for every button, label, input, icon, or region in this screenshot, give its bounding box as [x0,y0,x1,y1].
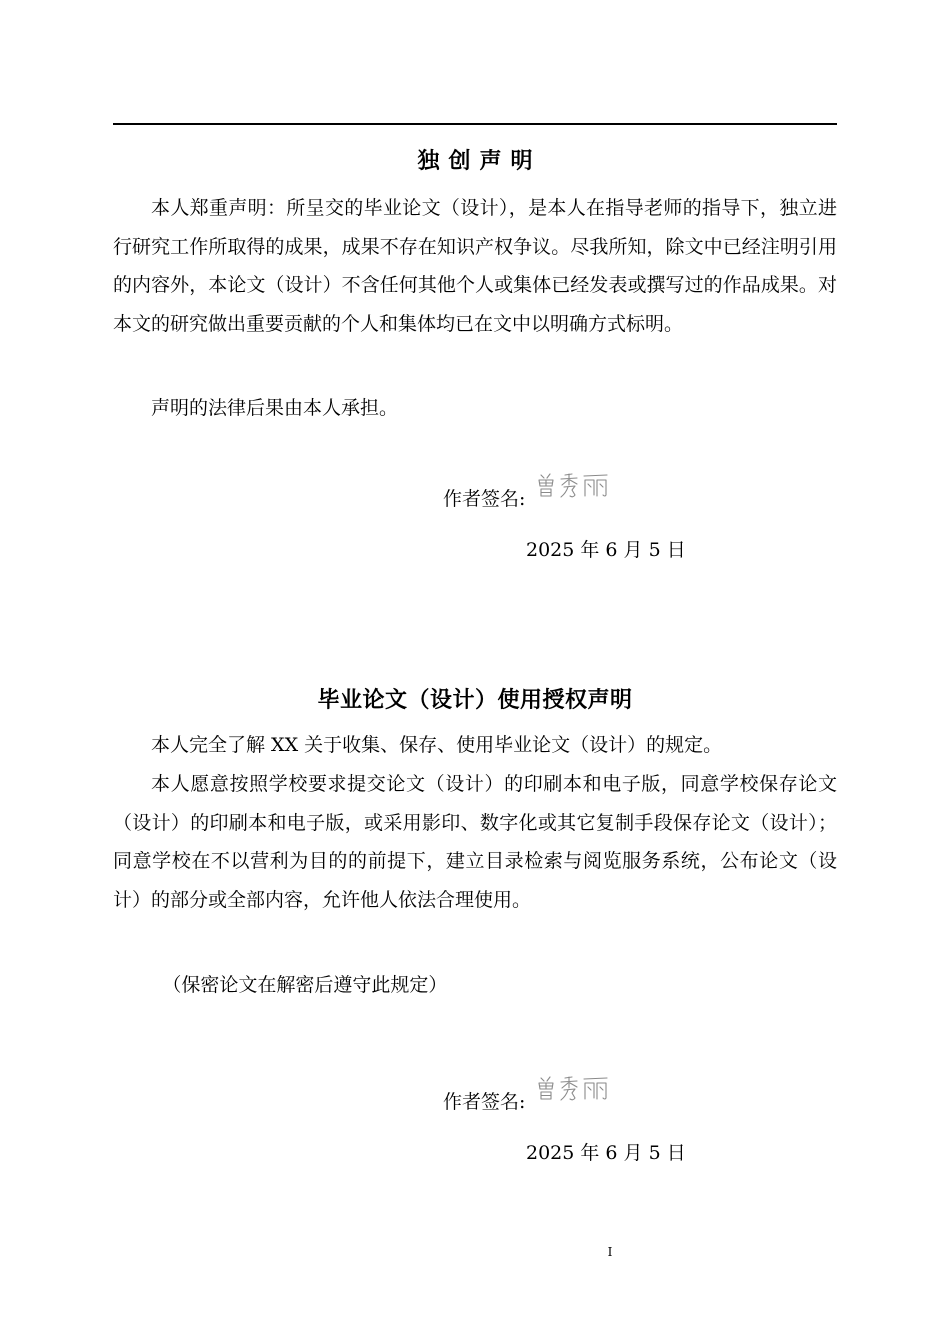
authorization-paragraph-2: 本人愿意按照学校要求提交论文（设计）的印刷本和电子版，同意学校保存论文（设计）的印刷本和电子版，或采用影印、数字化或其它复制手段保存论文（设计）；同意学校在不以营利为目的的前提下，建立目录检索与阅览服务系统，公布论文（设计）的部分或全部内容，允许他人依法合理使用。 [113,773,837,911]
declaration-paragraph-2: 声明的法律后果由本人承担。 [151,397,399,419]
declaration-handwritten-signature [535,471,613,501]
page-number: I [607,1245,613,1259]
authorization-date: 2025 年 6 月 5 日 [526,1142,686,1164]
declaration-title: 独创声明 [417,149,542,174]
header-rule [113,123,837,125]
authorization-paragraph-3: （保密论文在解密后遵守此规定） [162,974,448,996]
authorization-title: 毕业论文（设计）使用授权声明 [317,688,633,713]
declaration-paragraph-1: 本人郑重声明：所呈交的毕业论文（设计），是本人在指导老师的指导下，独立进行研究工作所取得的成果，成果不存在知识产权争议。尽我所知，除文中已经注明引用的内容外，本论文（设计）不含任何其他个人或集体已经发表或撰写过的作品成果。对本文的研究做出重要贡献的个人和集体均已在文中以明确方式标明。 [113,197,837,335]
authorization-signature-row [443,1082,613,1122]
declaration-signature-row [443,479,613,519]
authorization-paragraph-1: 本人完全了解 XX 关于收集、保存、使用毕业论文（设计）的规定。 [151,734,723,756]
authorization-handwritten-signature [535,1074,613,1104]
authorization-signature-label: 作者签名: [443,1091,526,1113]
declaration-signature-label: 作者签名: [443,488,526,510]
declaration-date: 2025 年 6 月 5 日 [526,539,686,561]
